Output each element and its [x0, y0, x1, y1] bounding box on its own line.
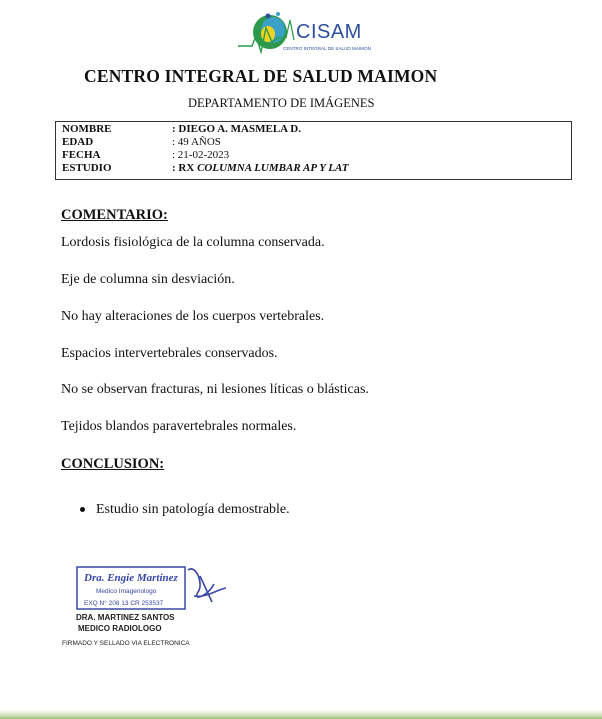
comment-line: Lordosis fisiológica de la columna conservada. [61, 235, 325, 250]
doctor-name: DRA. MARTINEZ SANTOS [76, 613, 175, 622]
signed-note: FIRMADO Y SELLADO VIA ELECTRONICA [62, 640, 190, 647]
signature-stamp [76, 562, 220, 612]
footer-bar [0, 710, 602, 719]
comment-line: No hay alteraciones de los cuerpos vertebrales. [61, 309, 325, 324]
comment-line: Tejidos blandos paravertebrales normales. [61, 419, 297, 434]
patient-info-box [55, 121, 572, 180]
study-value-wrap [172, 162, 348, 175]
comment-line: No se observan fracturas, ni lesiones líticas o blásticas. [61, 382, 369, 397]
stamp-role: Medico Imagenologo [96, 588, 157, 595]
stamp-number: EXQ N° 208 13 CR 253537 [84, 600, 164, 607]
comment-line: Espacios intervertebrales conservados. [61, 346, 278, 361]
doctor-role: MEDICO RADIOLOGO [78, 624, 162, 633]
conclusion-item: Estudio sin patología demostrable. [96, 502, 290, 517]
stamp-graphic [76, 562, 236, 618]
page-title: CENTRO INTEGRAL DE SALUD MAIMON [84, 66, 438, 86]
comment-line: Eje de columna sin desviación. [61, 272, 235, 287]
logo-name: CISAM [296, 21, 362, 43]
comments-heading: COMENTARIO: [61, 207, 168, 223]
study-value: COLUMNA LUMBAR AP Y LAT [197, 162, 349, 174]
bullet-dot-icon [80, 507, 85, 512]
handwritten-signature [188, 569, 226, 602]
date-label: FECHA [62, 149, 101, 161]
name-label: NOMBRE [62, 123, 112, 135]
stamp-name: Dra. Engie Martinez [84, 572, 178, 584]
department-label: DEPARTAMENTO DE IMÁGENES [188, 96, 375, 110]
name-value: : DIEGO A. MASMELA D. [172, 123, 301, 135]
conclusion-heading: CONCLUSION: [61, 456, 165, 472]
study-label: ESTUDIO [62, 162, 112, 174]
logo-subtitle: CENTRO INTEGRAL DE SALUD MAIMON [283, 46, 371, 51]
date-value: : 21-02-2023 [172, 149, 230, 161]
age-label: EDAD [62, 136, 94, 148]
study-prefix: : RX [172, 162, 195, 174]
age-value: : 49 AÑOS [172, 136, 221, 148]
